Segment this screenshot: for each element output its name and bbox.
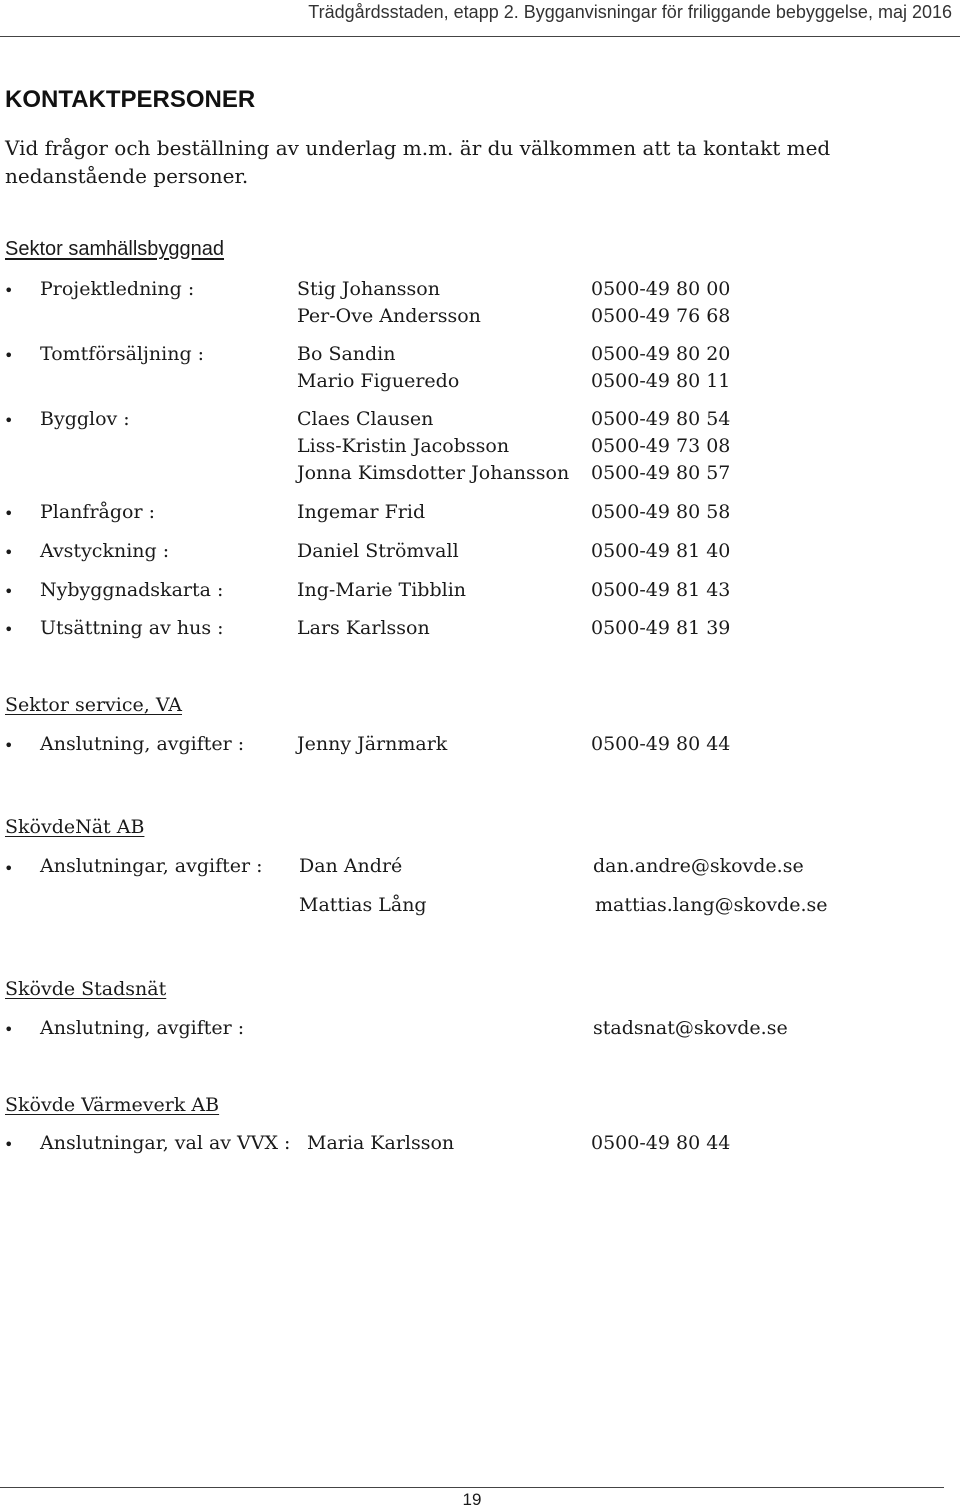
role-label: Anslutningar, val av VVX :	[40, 1132, 291, 1154]
contact-phone: 0500-49 80 54	[591, 408, 731, 430]
contact-name: Ing-Marie Tibblin	[297, 579, 467, 601]
contact-name: Liss-Kristin Jacobsson	[297, 435, 510, 457]
contact-phone: 0500-49 80 44	[591, 733, 731, 755]
page-title: KONTAKTPERSONER	[5, 86, 256, 113]
contact-phone: 0500-49 81 43	[591, 579, 731, 601]
section-heading-skovdenat: SkövdeNät AB	[5, 816, 145, 838]
contact-name: Claes Clausen	[297, 408, 434, 430]
role-label: Projektledning :	[40, 278, 195, 300]
bullet: •	[4, 582, 14, 601]
intro-paragraph: Vid frågor och beställning av underlag m.m. är du välkommen att ta kontakt med nedanstående personer.	[5, 136, 831, 188]
role-label: Avstyckning :	[40, 540, 170, 562]
contact-name: Dan André	[299, 855, 403, 877]
header-rule	[0, 36, 960, 37]
contact-name: Per-Ove Andersson	[297, 305, 481, 327]
bullet: •	[4, 620, 14, 639]
contact-phone: 0500-49 80 11	[591, 370, 731, 392]
contact-name: Maria Karlsson	[307, 1132, 455, 1154]
contact-phone: 0500-49 73 08	[591, 435, 731, 457]
bullet: •	[4, 1135, 14, 1154]
bullet: •	[4, 1020, 14, 1039]
bullet: •	[4, 281, 14, 300]
role-label: Tomtförsäljning :	[40, 343, 205, 365]
role-label: Utsättning av hus :	[40, 617, 224, 639]
contact-name: Jonna Kimsdotter Johansson	[297, 462, 570, 484]
contact-phone: 0500-49 80 58	[591, 501, 731, 523]
contact-name: Bo Sandin	[297, 343, 396, 365]
role-label: Anslutning, avgifter :	[40, 1017, 245, 1039]
contact-phone: 0500-49 80 44	[591, 1132, 731, 1154]
running-header: Trädgårdsstaden, etapp 2. Bygganvisningar för friliggande bebyggelse, maj 2016	[308, 2, 952, 22]
contact-phone: 0500-49 81 40	[591, 540, 731, 562]
contact-email[interactable]: stadsnat@skovde.se	[593, 1017, 788, 1039]
contact-name: Stig Johansson	[297, 278, 440, 300]
contact-name: Lars Karlsson	[297, 617, 430, 639]
role-label: Nybyggnadskarta :	[40, 579, 224, 601]
bullet: •	[4, 504, 14, 523]
contact-name: Ingemar Frid	[297, 501, 426, 523]
footer-rule	[0, 1487, 944, 1488]
contact-email[interactable]: mattias.lang@skovde.se	[595, 894, 828, 916]
contact-email[interactable]: dan.andre@skovde.se	[593, 855, 804, 877]
role-label: Bygglov :	[40, 408, 130, 430]
section-heading-samhallsbyggnad: Sektor samhällsbyggnad	[5, 238, 225, 260]
page-number: 19	[462, 1490, 482, 1509]
section-heading-stadsnat: Skövde Stadsnät	[5, 978, 167, 1000]
contact-phone: 0500-49 76 68	[591, 305, 731, 327]
bullet: •	[4, 736, 14, 755]
role-label: Anslutningar, avgifter :	[40, 855, 263, 877]
contact-phone: 0500-49 81 39	[591, 617, 731, 639]
bullet: •	[4, 543, 14, 562]
contact-name: Mattias Lång	[299, 894, 427, 916]
contact-name: Daniel Strömvall	[297, 540, 459, 562]
bullet: •	[4, 346, 14, 365]
role-label: Planfrågor :	[40, 501, 155, 523]
bullet: •	[4, 411, 14, 430]
contact-phone: 0500-49 80 57	[591, 462, 731, 484]
contact-phone: 0500-49 80 20	[591, 343, 731, 365]
contact-phone: 0500-49 80 00	[591, 278, 731, 300]
section-heading-varmeverk: Skövde Värmeverk AB	[5, 1094, 220, 1116]
contact-name: Mario Figueredo	[297, 370, 460, 392]
contact-name: Jenny Järnmark	[297, 733, 448, 755]
bullet: •	[4, 859, 14, 878]
section-heading-service-va: Sektor service, VA	[5, 694, 182, 716]
role-label: Anslutning, avgifter :	[40, 733, 245, 755]
